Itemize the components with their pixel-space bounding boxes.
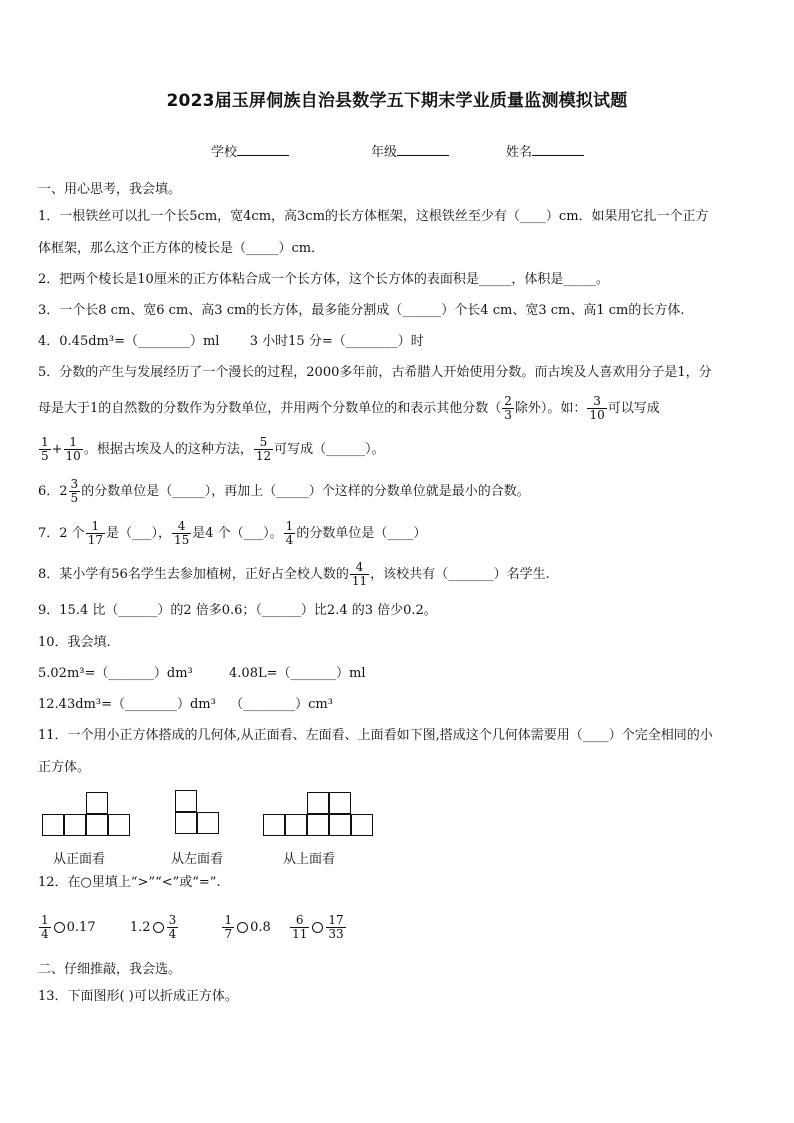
section-1-heading: 一、用心思考，我会填。 <box>38 182 182 197</box>
compare-circle[interactable] <box>312 922 323 933</box>
left-view-cell <box>175 812 197 834</box>
fraction-1-5: $\frac{1}{5}$ <box>41 435 49 463</box>
fraction-17-33: $\frac{17}{33}$ <box>328 913 344 941</box>
fraction-5-12: $\frac{5}{12}$ <box>255 435 272 463</box>
q13-text: 13．下面图形( )可以折成正方体。 <box>38 989 238 1004</box>
q12-items <box>38 909 758 947</box>
q9-text: 9．15.4 比（______）的2 倍多0.6；（______）比2.4 的3 倍少0.2。 <box>38 603 437 618</box>
front-view-cell <box>86 814 108 836</box>
q7-part-a: 7．2 个 <box>38 526 85 541</box>
top-view-caption: 从上面看 <box>283 852 336 867</box>
top-view-cell <box>329 814 351 836</box>
q10-item-c: 12.43dm³=（________）dm³ <box>38 697 216 712</box>
compare-circle[interactable] <box>54 922 65 933</box>
page-title: 2023届玉屏侗族自治县数学五下期末学业质量监测模拟试题 <box>166 91 628 111</box>
left-view-cell <box>197 812 219 834</box>
left-view-cell <box>175 790 197 812</box>
left-view-figure <box>175 790 225 836</box>
value-0-17: 0.17 <box>66 920 96 935</box>
q12-title: 12．在○里填上“>”“<”或“=”. <box>38 875 221 890</box>
name-blank[interactable] <box>532 143 584 156</box>
q11-line-1: 11．一个用小正方体搭成的几何体,从正面看、左面看、上面看如下图,搭成这个几何体需要用（____）个完全相同的小 <box>38 728 713 743</box>
q10-row-1 <box>38 665 758 683</box>
q5-line-2 <box>38 391 758 427</box>
section-2-heading: 二、仔细推敲，我会选。 <box>38 962 182 977</box>
left-view-caption: 从左面看 <box>171 852 224 867</box>
q5-text-3b: 可写成（______）。 <box>274 442 385 457</box>
q2-text: 2．把两个棱长是10厘米的正方体粘合成一个长方体，这个长方体的表面积是_____，体积是_____。 <box>38 272 609 287</box>
q10-item-a: 5.02m³=（_______）dm³ <box>38 666 193 681</box>
q7-part-c: 是4 个（___）。 <box>192 526 283 541</box>
fraction-1-7: $\frac{1}{7}$ <box>224 913 233 941</box>
fraction-4-11: $\frac{4}{11}$ <box>351 560 368 588</box>
q3-text: 3．一个长8 cm、宽6 cm、高3 cm的长方体，最多能分割成（______）个长4 cm、宽3 cm、高1 cm的长方体. <box>38 303 685 318</box>
q4-part-a: 4．0.45dm³=（________）ml <box>38 334 220 349</box>
q1-line-2: 体框架，那么这个正方体的棱长是（_____）cm． <box>38 241 325 256</box>
q5-line-3 <box>38 432 758 468</box>
q6-text: 的分数单位是（_____），再加上（_____）个这样的分数单位就是最小的合数。 <box>81 484 530 499</box>
q8-part-b: ，该校共有（_______）名学生. <box>370 567 550 582</box>
front-view-cell <box>64 814 86 836</box>
q6-prefix: 6．2 <box>38 484 68 499</box>
q11-line-2: 正方体。 <box>38 760 91 775</box>
top-view-cell <box>351 814 373 836</box>
top-view-cell <box>285 814 307 836</box>
name-field <box>506 141 584 160</box>
school-blank[interactable] <box>237 143 289 156</box>
q5-text-3a: 。根据古埃及人的这种方法， <box>83 442 253 457</box>
fraction-3-10: $\frac{3}{10}$ <box>589 394 605 422</box>
q1-line-1: 1．一根铁丝可以扎一个长5cm，宽4cm，高3cm的长方体框架，这根铁丝至少有（____）cm．如果用它扎一个正方 <box>38 209 709 224</box>
front-view-figure <box>42 792 132 838</box>
q6-line <box>38 474 758 510</box>
q10-item-d: （________）cm³ <box>230 697 333 712</box>
name-label: 姓名 <box>506 145 533 160</box>
q10-item-b: 4.08L=（_______）ml <box>229 666 366 681</box>
compare-circle[interactable] <box>237 922 248 933</box>
top-view-cell <box>329 792 351 814</box>
compare-circle[interactable] <box>153 922 164 933</box>
front-view-cell <box>86 792 108 814</box>
q5-text-2a: 母是大于1的自然数的分数作为分数单位，并用两个分数单位的和表示其他分数（ <box>38 401 502 416</box>
front-view-caption: 从正面看 <box>53 852 106 867</box>
top-view-cell <box>263 814 285 836</box>
fraction-3-5: $\frac{3}{5}$ <box>70 477 79 505</box>
fraction-1-4: $\frac{1}{4}$ <box>285 519 294 547</box>
top-view-cell <box>307 814 329 836</box>
q10-row-2 <box>38 696 758 714</box>
fraction-2-3: $\frac{2}{3}$ <box>504 394 512 422</box>
q5-line-1: 5．分数的产生与发展经历了一个漫长的过程，2000多年前，古希腊人开始使用分数。而古埃及人喜欢用分子是1，分 <box>38 365 712 380</box>
fraction-3-4: $\frac{3}{4}$ <box>168 913 177 941</box>
value-0-8: 0.8 <box>250 920 271 935</box>
top-view-figure <box>263 792 375 838</box>
grade-label: 年级 <box>371 145 398 160</box>
q5-text-2b: 除外）。如： <box>514 401 587 416</box>
front-view-cell <box>108 814 130 836</box>
fraction-1-4: $\frac{1}{4}$ <box>41 913 49 941</box>
q10-title: 10．我会填. <box>38 635 111 650</box>
q7-part-b: 是（___）， <box>105 526 171 541</box>
grade-blank[interactable] <box>397 143 449 156</box>
q7-line <box>38 516 758 552</box>
school-field <box>211 141 289 160</box>
q4-line <box>38 333 758 351</box>
q8-part-a: 8．某小学有56名学生去参加植树，正好占全校人数的 <box>38 567 349 582</box>
q7-part-d: 的分数单位是（____） <box>296 526 427 541</box>
grade-field <box>371 141 449 160</box>
fraction-6-11: $\frac{6}{11}$ <box>292 913 308 941</box>
plus-sign: + <box>51 442 63 457</box>
fraction-1-17: $\frac{1}{17}$ <box>87 519 103 547</box>
q4-part-b: 3 小时15 分=（________）时 <box>249 334 424 349</box>
q8-line <box>38 557 758 593</box>
value-1-2: 1.2 <box>129 920 151 935</box>
front-view-cell <box>42 814 64 836</box>
fraction-4-15: $\frac{4}{15}$ <box>173 519 190 547</box>
fraction-1-10: $\frac{1}{10}$ <box>65 435 81 463</box>
q5-text-2c: 可以写成 <box>607 401 660 416</box>
school-label: 学校 <box>211 145 238 160</box>
top-view-cell <box>307 792 329 814</box>
